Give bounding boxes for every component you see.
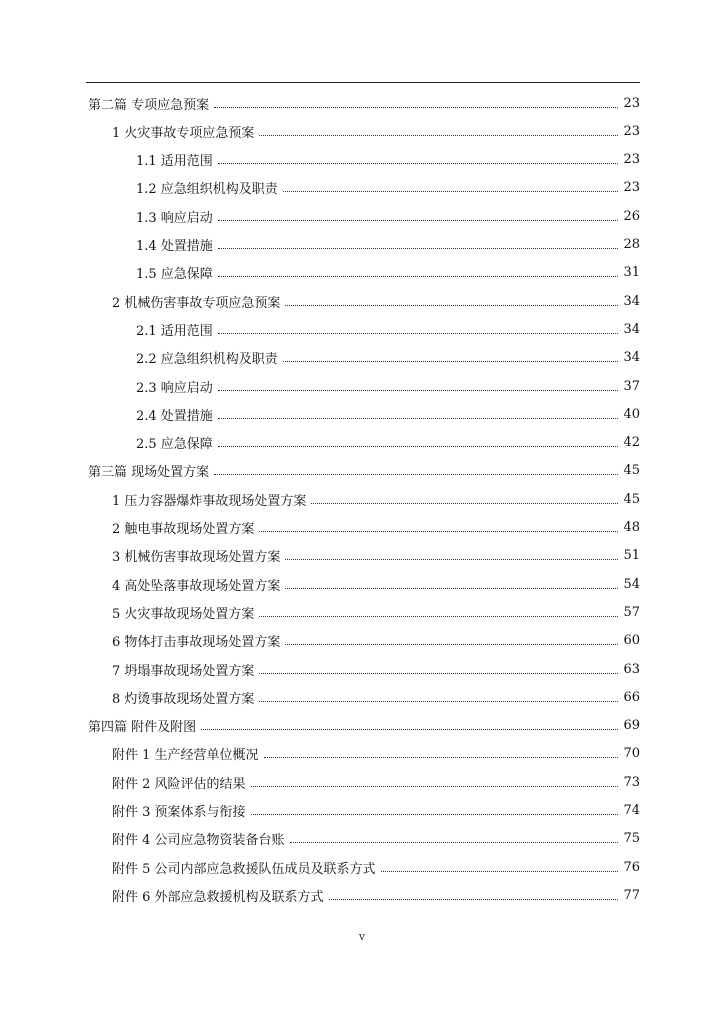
toc-entry-page: 60 [623,633,640,649]
toc-entry-page: 28 [623,237,640,252]
toc-entry-page: 40 [623,406,640,422]
toc-leader-dots [218,333,619,334]
toc-entry-label: 2.3 响应启动 [136,380,213,396]
toc-entry-page: 69 [623,718,640,734]
toc-entry-label: 附件 4 公司应急物资装备台账 [112,833,285,849]
toc-entry[interactable] [112,542,640,570]
toc-entry-page: 34 [623,350,640,366]
toc-leader-dots [214,107,618,108]
toc-entry-label: 附件 6 外部应急救援机构及联系方式 [112,889,324,905]
toc-leader-dots [218,220,619,221]
toc-leader-dots [259,135,618,136]
toc-entry[interactable] [112,740,640,768]
toc-entry-label: 2.2 应急组织机构及职责 [136,352,278,368]
toc-entry-page: 23 [623,95,640,111]
toc-entry[interactable] [112,117,640,145]
toc-leader-dots [329,899,619,900]
toc-entry-label: 6 物体打击事故现场处置方案 [112,635,281,651]
toc-leader-dots [218,390,619,391]
toc-entry[interactable] [112,570,640,598]
page-number: v [358,930,366,943]
toc-entry-page: 48 [623,520,640,535]
toc-entry[interactable] [136,372,640,400]
toc-entry-label: 3 机械伤害事故现场处置方案 [112,550,281,566]
toc-leader-dots [283,361,619,362]
toc-entry-label: 附件 1 生产经营单位概况 [112,748,259,764]
toc-entry-page: 51 [623,548,640,564]
toc-leader-dots [214,474,618,475]
toc-entry[interactable] [112,768,640,796]
toc-leader-dots [259,531,618,532]
toc-entry[interactable] [112,881,640,909]
toc-entry-page: 45 [623,463,640,479]
toc-entry-page: 23 [623,123,640,139]
toc-entry-page: 66 [623,689,640,705]
toc-leader-dots [285,305,618,306]
toc-entry[interactable] [88,89,640,117]
toc-entry[interactable] [136,400,640,428]
toc-entry[interactable] [112,853,640,881]
toc-entry[interactable] [136,231,640,259]
toc-leader-dots [285,644,618,645]
toc-entry[interactable] [136,174,640,202]
toc-entry-page: 34 [623,321,640,337]
toc-entry[interactable] [136,429,640,457]
toc-entry-page: 77 [623,887,640,903]
toc-entry-label: 7 坍塌事故现场处置方案 [112,663,255,679]
toc-entry-label: 附件 2 风险评估的结果 [112,776,246,792]
toc-entry-label: 1 压力容器爆炸事故现场处置方案 [112,493,307,509]
toc-entry-page: 42 [623,435,640,451]
toc-entry[interactable] [112,627,640,655]
toc-leader-dots [218,276,619,277]
toc-entry-label: 2 机械伤害事故专项应急预案 [112,295,281,311]
toc-entry-label: 1.4 处置措施 [136,239,213,254]
toc-entry-label: 1.5 应急保障 [136,267,213,283]
toc-entry[interactable] [136,202,640,230]
toc-entry[interactable] [112,797,640,825]
toc-entry-page: 76 [623,859,640,875]
toc-leader-dots [290,842,619,843]
toc-entry-label: 1.2 应急组织机构及职责 [136,182,278,198]
toc-entry[interactable] [136,146,640,174]
toc-entry-label: 2.5 应急保障 [136,437,213,453]
toc-leader-dots [218,446,619,447]
toc-entry-page: 45 [623,491,640,507]
toc-entry[interactable] [88,457,640,485]
toc-entry-label: 8 灼烫事故现场处置方案 [112,691,255,707]
toc-leader-dots [259,673,618,674]
toc-entry-label: 5 火灾事故现场处置方案 [112,606,255,622]
toc-entry-page: 74 [623,803,640,818]
toc-leader-dots [218,248,619,249]
toc-leader-dots [264,757,619,758]
toc-entry-page: 26 [623,208,640,224]
toc-leader-dots [259,701,618,702]
toc-entry-page: 34 [623,293,640,309]
toc-entry-label: 1.1 适用范围 [136,154,213,170]
toc-entry-page: 23 [623,152,640,168]
toc-entry[interactable] [136,344,640,372]
toc-entry-label: 2.1 适用范围 [136,323,213,339]
toc-leader-dots [259,616,618,617]
toc-entry-page: 63 [623,661,640,677]
toc-entry-label: 附件 5 公司内部应急救援队伍成员及联系方式 [112,861,376,877]
toc-leader-dots [285,559,618,560]
toc-leader-dots [218,418,619,419]
toc-leader-dots [283,191,619,192]
toc-entry-page: 75 [623,831,640,847]
toc-entry-page: 31 [623,265,640,281]
toc-entry-label: 第四篇 附件及附图 [88,720,197,736]
toc-entry-label: 附件 3 预案体系与衔接 [112,805,246,820]
toc-entry[interactable] [112,655,640,683]
toc-leader-dots [201,729,618,730]
toc-entry[interactable] [112,598,640,626]
toc-leader-dots [285,588,618,589]
toc-entry[interactable] [112,825,640,853]
toc-entry-label: 第二篇 专项应急预案 [88,97,210,113]
toc-entry-page: 23 [623,180,640,196]
toc-entry[interactable] [112,514,640,542]
toc-leader-dots [251,814,619,815]
toc-entry[interactable] [112,485,640,513]
toc-entry-label: 4 高处坠落事故现场处置方案 [112,578,281,594]
toc-entry-label: 2 触电事故现场处置方案 [112,522,255,537]
header-rule [86,82,640,83]
toc-leader-dots [218,163,619,164]
toc-entry[interactable] [136,315,640,343]
toc-entry-label: 2.4 处置措施 [136,408,213,424]
toc-entry[interactable] [112,683,640,711]
toc-entry[interactable] [112,287,640,315]
toc-entry[interactable] [88,712,640,740]
toc-entry[interactable] [136,259,640,287]
toc-entry-page: 37 [623,378,640,394]
toc-entry-page: 57 [623,604,640,620]
toc-leader-dots [311,503,618,504]
toc-entry-label: 第三篇 现场处置方案 [88,465,210,481]
toc-entry-label: 1.3 响应启动 [136,210,213,226]
toc-entry-page: 70 [623,746,640,762]
toc-leader-dots [251,786,619,787]
toc-entry-label: 1 火灾事故专项应急预案 [112,125,255,141]
toc-leader-dots [381,871,619,872]
toc-entry-page: 54 [623,576,640,592]
toc-entry-page: 73 [623,774,640,790]
